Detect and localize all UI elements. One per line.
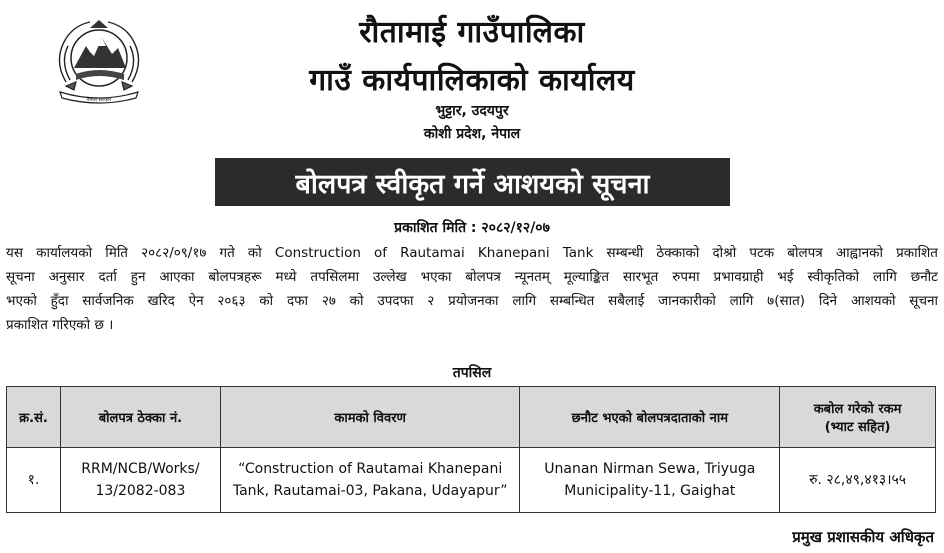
header-amount [780, 387, 936, 448]
cell-bidder [520, 448, 780, 513]
details-table [6, 386, 936, 513]
bidder-line1: Unanan Nirman Sewa, Triyuga [544, 461, 756, 477]
table-row [7, 448, 936, 513]
header-sn: क्र.सं. [7, 387, 61, 448]
header-contract-no: बोलपत्र ठेक्का नं. [60, 387, 220, 448]
body-line: भएको हुँदा सार्वजनिक खरिद ऐन २०६३ को दफा २७ को उपदफा २ प्रयोजनका लागि सम्बन्धित सबैलाई जानकारीको लागि ७(सात) दिने आशयको सूचना [6, 293, 938, 309]
bidder-line2: Municipality-11, Gaighat [564, 483, 736, 499]
header-amount-line1: कबोल गरेको रकम [813, 402, 902, 417]
description-line2: Tank, Rautamai-03, Pakana, Udayapur” [232, 483, 508, 499]
cell-amount: रु. २८,४९,४१३।५५ [780, 448, 936, 513]
header-amount-line2: (भ्याट सहित) [824, 420, 891, 435]
cell-description [220, 448, 520, 513]
cell-contract-no [60, 448, 220, 513]
published-date: प्रकाशित मिति : २०८२/१२/०७ [394, 220, 550, 236]
header-description: कामको विवरण [220, 387, 520, 448]
table-caption: तपसिल [452, 365, 492, 381]
table-header-row [7, 387, 936, 448]
contract-no-line1: RRM/NCB/Works/ [81, 461, 200, 477]
notice-title-banner [215, 158, 730, 206]
address-line-1: भुट्टार, उदयपुर [435, 103, 509, 119]
body-line: सूचना अनुसार दर्ता हुन आएका बोलपत्रहरू मध्ये तपसिलमा उल्लेख भएका बोलपत्र न्यूनतम् मूल्याङ्कित सारभूत रुपमा प्रभावग्राही भई स्वीकृतिको लागि छनौट [6, 269, 938, 285]
municipality-name: रौतामाई गाउँपालिका [359, 15, 585, 50]
emblem-text: नेपाल सरकार [86, 97, 112, 103]
header-bidder: छनौट भएको बोलपत्रदाताको नाम [520, 387, 780, 448]
signature: प्रमुख प्रशासकीय अधिकृत [792, 528, 934, 546]
cell-sn: १. [7, 448, 61, 513]
address-line-2: कोशी प्रदेश, नेपाल [423, 126, 521, 142]
notice-title: बोलपत्र स्वीकृत गर्ने आशयको सूचना [295, 168, 650, 200]
body-line: यस कार्यालयको मिति २०८२/०९/१७ गते को Construction of Rautamai Khanepani Tank सम्बन्धी ठेक्काको दोश्रो पटक बोलपत्र आह्वानको प्रकाशित [6, 245, 938, 261]
body-line: प्रकाशित गरिएको छ । [6, 317, 114, 333]
notice-body [6, 241, 938, 337]
contract-no-line2: 13/2082-083 [95, 483, 186, 499]
office-name: गाउँ कार्यपालिकाको कार्यालय [309, 63, 635, 98]
description-line1: “Construction of Rautamai Khanepani [238, 461, 503, 477]
